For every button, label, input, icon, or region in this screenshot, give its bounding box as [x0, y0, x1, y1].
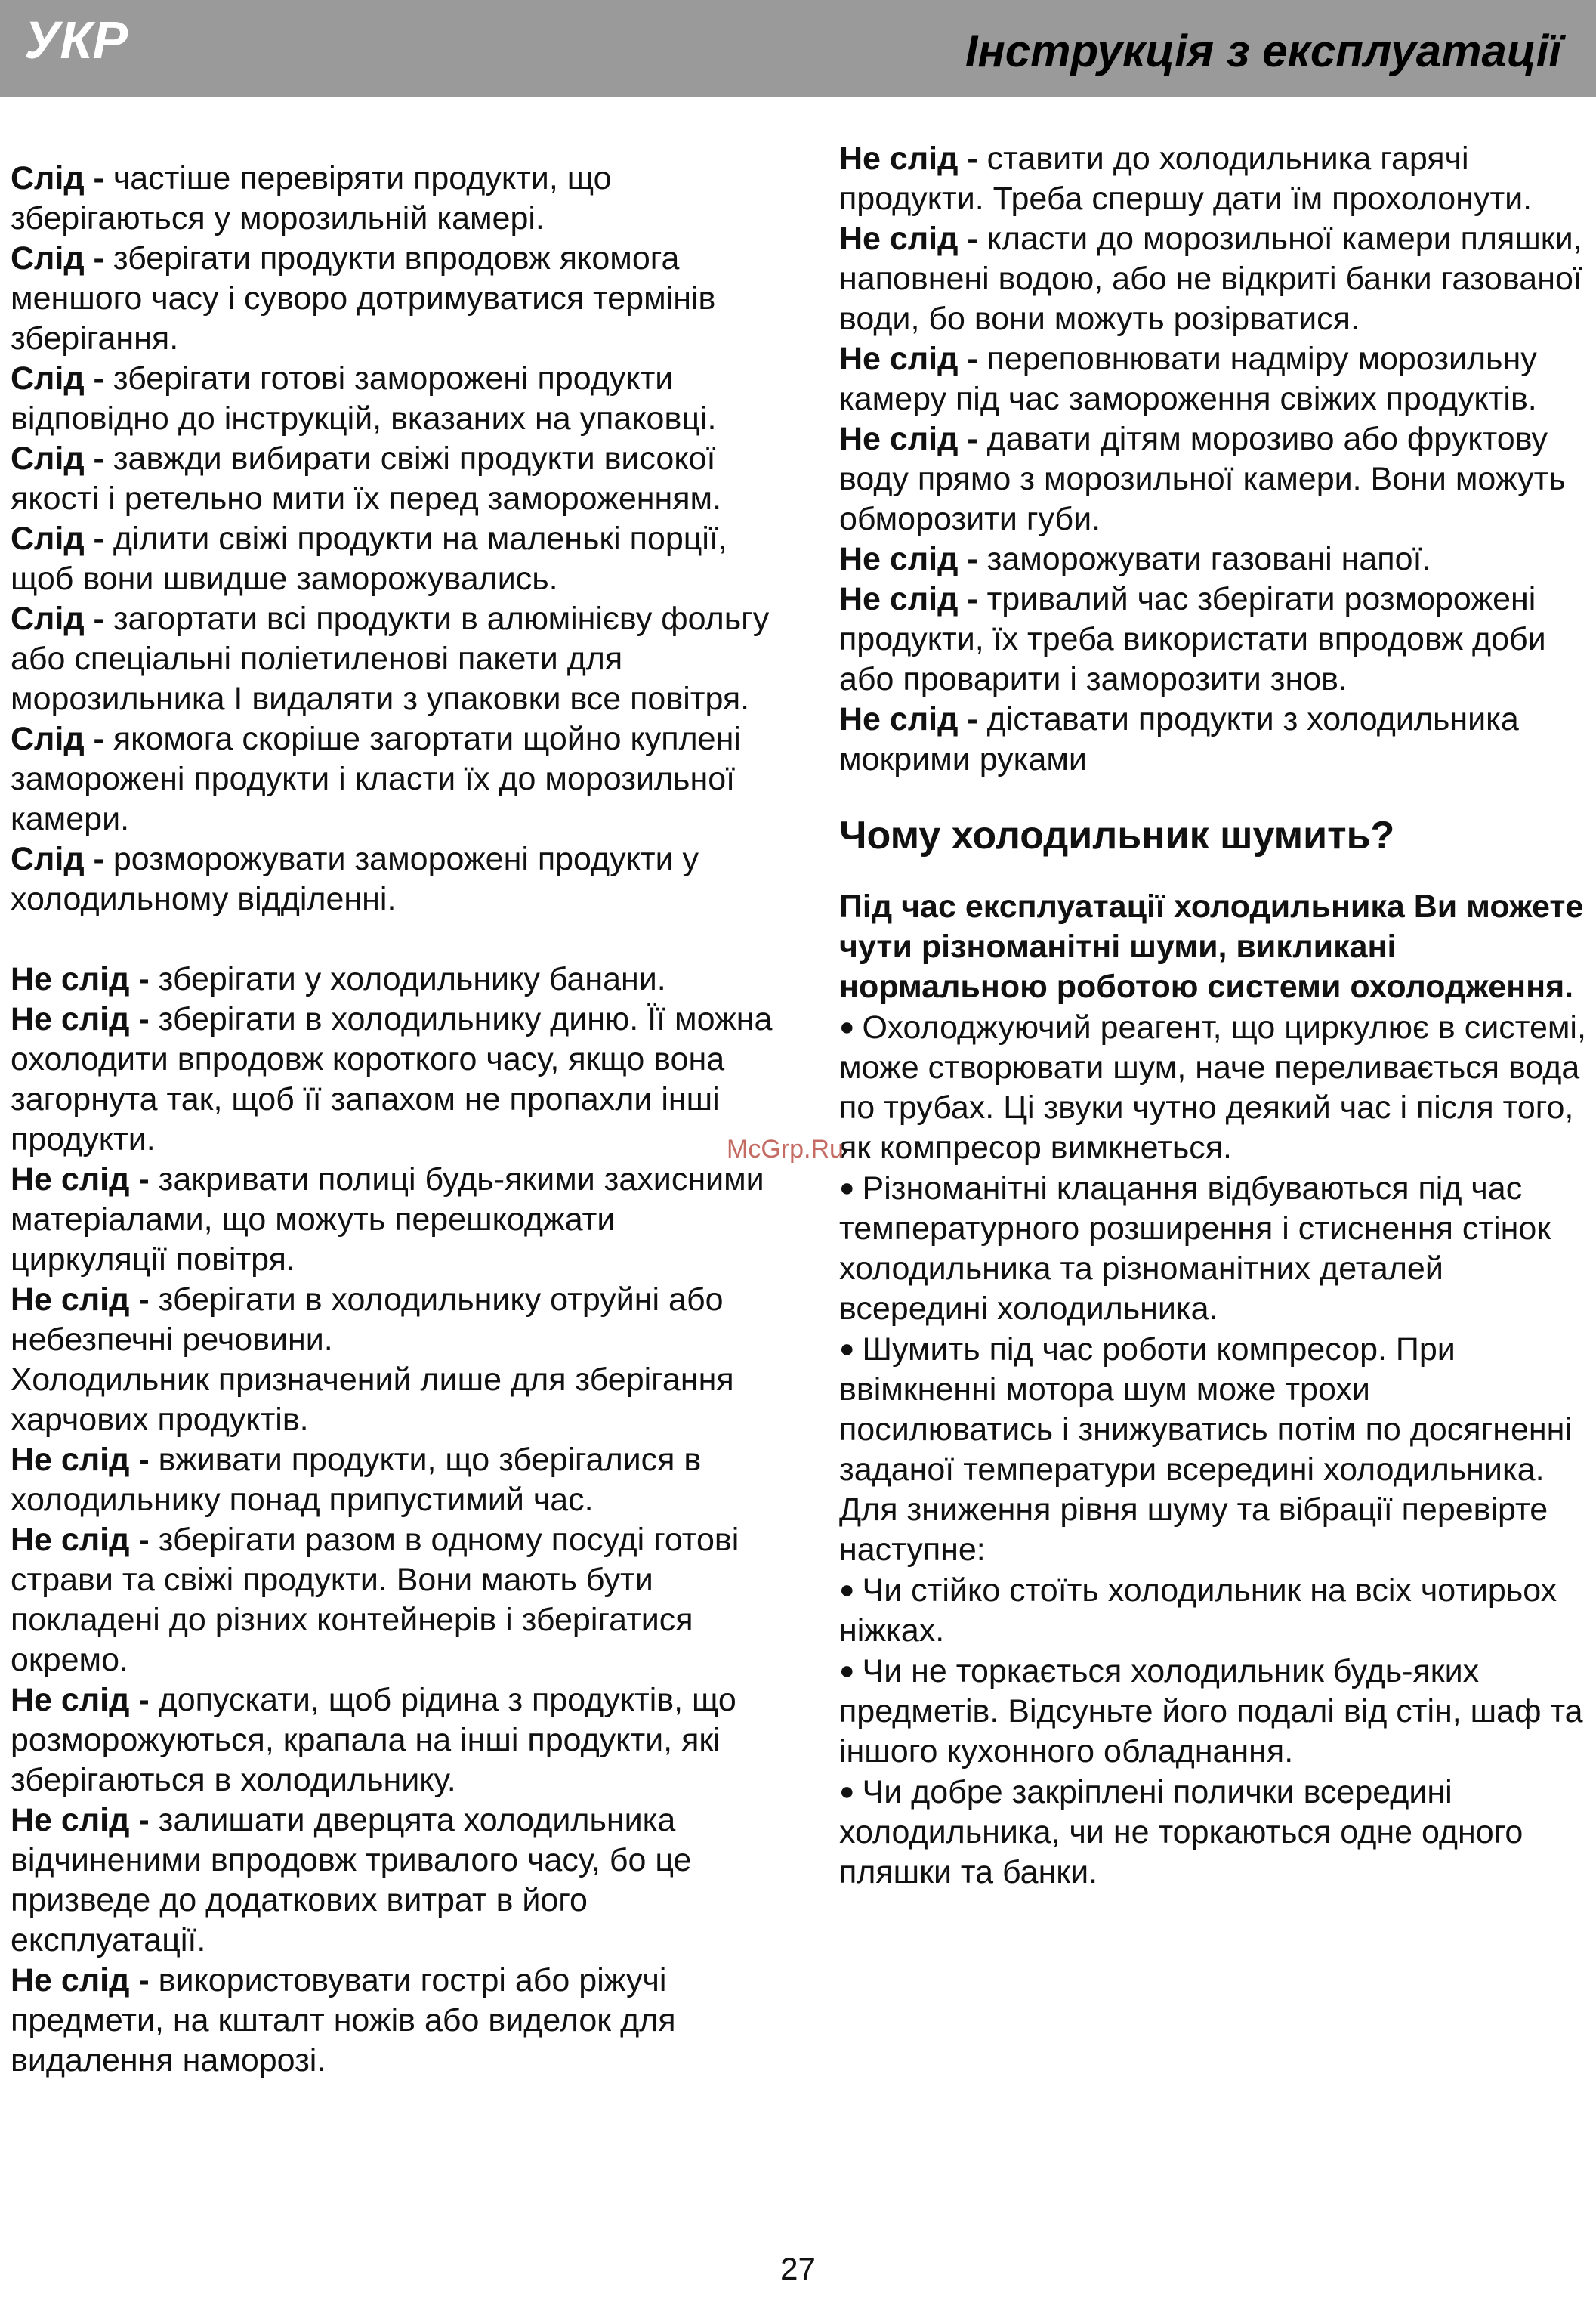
instruction-text: допускати, щоб рідина з продуктів, що розморожуються, крапала на інші продукти, які зберігаються в холодильнику.: [11, 1682, 736, 1798]
instruction-keyword: Не слід -: [11, 961, 150, 997]
instruction-text: залишати дверцята холодильника відчиненими впродовж тривалого часу, бо це призведе до додаткових витрат в його експлуатації.: [11, 1802, 692, 1958]
instruction-keyword: Не слід -: [11, 1962, 150, 1998]
instruction-keyword: Не слід -: [11, 1281, 150, 1318]
instruction-keyword: Не слід -: [11, 1442, 150, 1478]
right-column: [839, 139, 1587, 1893]
instruction-text: класти до морозильної камери пляшки, наповнені водою, або не відкриті банки газованої води, бо вони можуть розірватися.: [839, 221, 1582, 337]
instruction-text: зберігати в холодильнику диню. Її можна охолодити впродовж короткого часу, якщо вона загорнута так, щоб її запахом не пропахли інші продукти.: [11, 1001, 773, 1158]
instruction-text: зберігати готові заморожені продукти відповідно до інструкцій, вказаних на упаковці.: [11, 360, 717, 437]
instruction-item: [839, 419, 1587, 539]
instruction-item: [11, 719, 773, 839]
instruction-keyword: Слід -: [11, 521, 104, 557]
section-heading: Чому холодильник шумить?: [839, 814, 1395, 858]
instruction-text: закривати полиці будь-якими захисними матеріалами, що можуть перешкоджати циркуляції повітря.: [11, 1161, 764, 1278]
bullet-item: [839, 1329, 1587, 1490]
instruction-keyword: Не слід -: [839, 221, 978, 257]
bullet-text: Охолоджуючий реагент, що циркулює в системі, може створювати шум, наче переливається вода по трубах. Ці звуки чутно деякий час і після того, як компресор вимкнеться.: [839, 1009, 1586, 1166]
bullet-text: Чи стійко стоїть холодильник на всіх чотирьох ніжках.: [839, 1572, 1557, 1649]
bullet-item: [839, 1772, 1587, 1893]
instruction-item: [11, 159, 773, 239]
instruction-item: [839, 219, 1587, 339]
instruction-keyword: Не слід -: [839, 141, 978, 177]
instruction-keyword: Не слід -: [11, 1522, 150, 1558]
instruction-keyword: Не слід -: [839, 581, 978, 617]
instruction-keyword: Слід -: [11, 360, 104, 397]
instruction-text: завжди вибирати свіжі продукти високої якості і ретельно мити їх перед замороженням.: [11, 440, 722, 517]
bullet-item: [839, 1651, 1587, 1772]
instruction-text: ставити до холодильника гарячі продукти. Треба спершу дати їм прохолонути.: [839, 141, 1533, 217]
page-number: 27: [780, 2251, 816, 2286]
instruction-item: [839, 539, 1587, 580]
instruction-text: якомога скоріше загортати щойно куплені заморожені продукти і класти їх до морозильної камери.: [11, 721, 741, 837]
instruction-item: [11, 1280, 773, 1360]
bullet-icon: ●: [839, 1656, 855, 1685]
instruction-text: зберігати в холодильнику отруйні або небезпечні речовини.: [11, 1281, 724, 1358]
bullet-icon: ●: [839, 1334, 855, 1363]
page-header: [0, 0, 1596, 97]
instruction-item: [11, 839, 773, 920]
noise-causes-list: [839, 1007, 1587, 1490]
instruction-text: діставати продукти з холодильника мокрими руками: [839, 701, 1519, 777]
instruction-keyword: Слід -: [11, 440, 104, 477]
instruction-text: зберігати у холодильнику банани.: [149, 961, 666, 997]
instruction-keyword: Слід -: [11, 841, 104, 877]
instruction-keyword: Слід -: [11, 601, 104, 637]
bullet-item: [839, 1570, 1587, 1651]
bullet-icon: ●: [839, 1173, 855, 1202]
instruction-text: Холодильник призначений лише для зберігання харчових продуктів.: [11, 1362, 734, 1438]
instruction-item: [839, 339, 1587, 419]
instruction-item: [11, 1440, 773, 1520]
instruction-item: [11, 239, 773, 359]
instruction-text: тривалий час зберігати розморожені продукти, їх треба використати впродовж доби або проварити і заморозити знов.: [839, 581, 1546, 697]
instruction-keyword: Не слід -: [11, 1161, 150, 1198]
instruction-item: [839, 700, 1587, 780]
instruction-item: [11, 1360, 773, 1440]
left-column: [11, 159, 773, 2081]
bullet-text: Різноманітні клацання відбуваються під час температурного розширення і стиснення стінок холодильника та різноманітних деталей всередині холодильника.: [839, 1170, 1551, 1327]
instruction-item: [11, 1000, 773, 1160]
check-list: [839, 1570, 1587, 1893]
instruction-text: використовувати гострі або ріжучі предмети, на кшталт ножів або виделок для видалення наморозі.: [11, 1962, 676, 2079]
instruction-item: [839, 580, 1587, 700]
instruction-item: [11, 960, 773, 1000]
instruction-keyword: Не слід -: [839, 541, 978, 577]
instruction-item: [11, 1800, 773, 1961]
instruction-keyword: Слід -: [11, 160, 104, 196]
instruction-keyword: Слід -: [11, 721, 104, 757]
document-title: Інструкція з експлуатації: [965, 26, 1561, 76]
instruction-item: [11, 1520, 773, 1680]
bullet-icon: ●: [839, 1777, 855, 1806]
bullet-icon: ●: [839, 1012, 855, 1041]
instruction-text: зберігати продукти впродовж якомога меншого часу і суворо дотримуватися термінів зберігання.: [11, 240, 716, 357]
instruction-text: переповнювати надміру морозильну камеру під час замороження свіжих продуктів.: [839, 341, 1537, 417]
instruction-keyword: Не слід -: [839, 421, 978, 457]
instruction-item: [11, 599, 773, 719]
check-intro: Для зниження рівня шуму та вібрації перевірте наступне:: [839, 1491, 1548, 1568]
bullet-icon: ●: [839, 1575, 855, 1604]
instruction-text: загортати всі продукти в алюмінієву фольгу або спеціальні поліетиленові пакети для морозильника І видаляти з упаковки все повітря.: [11, 601, 770, 717]
language-label: УКР: [24, 11, 128, 70]
instruction-text: розморожувати заморожені продукти у холодильному відділенні.: [11, 841, 699, 917]
bullet-text: Чи не торкається холодильник будь-яких предметів. Відсуньте його подалі від стін, шаф та іншого кухонного обладнання.: [839, 1653, 1583, 1770]
instruction-item: [11, 359, 773, 439]
instruction-item: [11, 1961, 773, 2081]
instruction-keyword: Не слід -: [839, 701, 978, 737]
bullet-text: Шумить під час роботи компресор. При ввімкненні мотора шум може трохи посилюватись і знижуватись потім по досягненні заданої температури всередині холодильника.: [839, 1331, 1572, 1488]
instruction-keyword: Не слід -: [839, 341, 978, 377]
instruction-text: вживати продукти, що зберігалися в холодильнику понад припустимий час.: [11, 1442, 702, 1518]
instruction-item: [839, 139, 1587, 219]
instruction-item: [11, 1680, 773, 1800]
paragraph-gap: [11, 920, 773, 960]
instruction-item: [11, 1160, 773, 1280]
bullet-item: [839, 1168, 1587, 1329]
right-items-list: [839, 139, 1587, 780]
instruction-text: частіше перевіряти продукти, що зберігаються у морозильній камері.: [11, 160, 612, 236]
bullet-text: Чи добре закріплені полички всередині холодильника, чи не торкаються одне одного пляшки та банки.: [839, 1774, 1523, 1890]
instruction-text: давати дітям морозиво або фруктову воду прямо з морозильної камери. Вони можуть обморозити губи.: [839, 421, 1566, 537]
instruction-keyword: Слід -: [11, 240, 104, 277]
instruction-text: ділити свіжі продукти на маленькі порції, щоб вони швидше заморожувались.: [11, 521, 727, 597]
watermark: McGrp.Ru: [727, 1135, 844, 1164]
instruction-keyword: Не слід -: [11, 1001, 150, 1037]
instruction-text: зберігати разом в одному посуді готові страви та свіжі продукти. Вони мають бути покладені до різних контейнерів і зберігатися окремо.: [11, 1522, 739, 1678]
section-intro: Під час експлуатації холодильника Ви можете чути різноманітні шуми, викликані нормальною роботою системи охолодження.: [839, 889, 1584, 1005]
instruction-item: [11, 519, 773, 599]
bullet-item: [839, 1007, 1587, 1168]
instruction-item: [11, 439, 773, 519]
instruction-keyword: Не слід -: [11, 1682, 150, 1718]
instruction-text: заморожувати газовані напої.: [977, 541, 1431, 577]
instruction-keyword: Не слід -: [11, 1802, 150, 1838]
